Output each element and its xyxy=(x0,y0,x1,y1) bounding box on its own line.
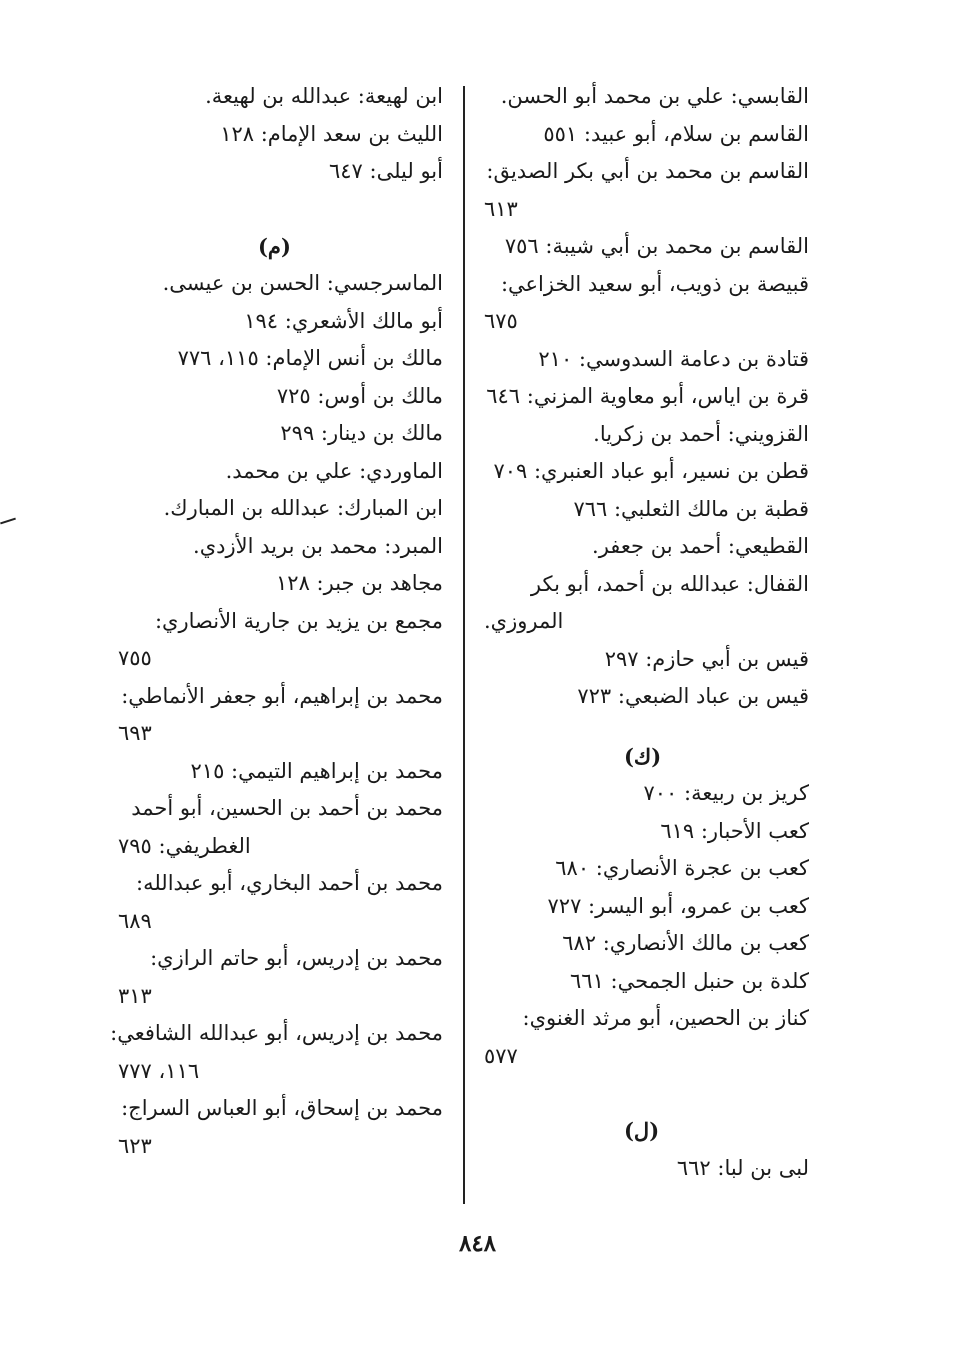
index-entry xyxy=(484,963,809,1001)
entry-text: قطبة بن مالك الثعلبي: ٧٦٦ xyxy=(573,496,809,521)
entry-text: أبو مالك الأشعري: ١٩٤ xyxy=(244,308,443,333)
entry-text: كلدة بن حنبل الجمحي: ٦٦١ xyxy=(570,968,809,993)
entry-text: المبرد: محمد بن بريد الأزدي. xyxy=(193,533,443,558)
entry-text: محمد بن إدريس، أبو عبدالله الشافعي: xyxy=(110,1021,443,1045)
index-entry xyxy=(118,378,443,416)
entry-continuation: ٥٧٧ xyxy=(484,1043,518,1068)
index-entry xyxy=(484,1000,809,1075)
entry-text: مالك بن أنس الإمام: ١١٥، ٧٧٦ xyxy=(177,346,443,370)
index-entry xyxy=(118,1090,443,1165)
index-entry xyxy=(484,153,809,228)
entry-text: القفال: عبدالله بن أحمد، أبو بكر xyxy=(530,571,809,596)
index-entry xyxy=(118,265,443,303)
entry-text: مجمع بن يزيد بن جارية الأنصاري: xyxy=(154,608,443,633)
entry-continuation: ٧٥٥ xyxy=(118,646,152,670)
index-entry xyxy=(118,565,443,603)
entry-text: أبو ليلى: ٦٤٧ xyxy=(329,159,443,183)
index-entry xyxy=(118,753,443,791)
index-entry xyxy=(484,116,809,154)
entry-text: قطن بن نسير، أبو عباد العنبري: ٧٠٩ xyxy=(493,459,809,483)
entry-text: قرة بن اياس، أبو معاوية المزني: ٦٤٦ xyxy=(486,384,809,408)
index-entry xyxy=(484,925,809,963)
index-entry xyxy=(118,116,443,154)
index-entry xyxy=(110,1015,443,1090)
index-entry xyxy=(118,678,443,753)
entry-text: الماوردي: علي بن محمد. xyxy=(225,458,443,483)
entry-continuation: ٦٢٣ xyxy=(118,1133,152,1158)
index-column-right xyxy=(484,78,809,1187)
index-entry xyxy=(118,490,443,528)
section-gap xyxy=(118,191,443,228)
entry-text: قبيصة بن ذويب، أبو سعيد الخزاعي: xyxy=(500,271,809,296)
index-entry xyxy=(484,888,809,926)
entry-text: كناز بن الحصين، أبو مرثد الغنوي: xyxy=(522,1006,809,1030)
entry-text: القاسم بن محمد بن أبي بكر الصديق: xyxy=(486,159,809,183)
index-entry xyxy=(118,153,443,191)
index-entry xyxy=(484,378,809,416)
entry-continuation: ٦٨٩ xyxy=(118,908,152,933)
entry-text: كعب الأحبار: ٦١٩ xyxy=(660,818,809,843)
index-entry xyxy=(484,228,809,266)
entry-text: كريز بن ربيعة: ٧٠٠ xyxy=(643,781,809,805)
entry-text: ابن المبارك: عبدالله بن المبارك. xyxy=(163,496,443,520)
index-entry xyxy=(484,678,809,716)
section-heading-lam: (ل) xyxy=(624,1118,660,1143)
index-entry xyxy=(484,341,809,379)
entry-text: كعب بن عجرة الأنصاري: ٦٨٠ xyxy=(555,856,809,880)
entries-kaf xyxy=(484,775,809,1075)
entry-text: محمد بن إسحاق، أبو العباس السراج: xyxy=(121,1096,443,1120)
index-entry xyxy=(484,416,809,454)
entry-text: محمد بن إبراهيم، أبو جعفر الأنماطي: xyxy=(121,683,443,708)
index-entry xyxy=(484,266,809,341)
index-entry xyxy=(484,453,809,491)
entry-text: محمد بن أحمد البخاري، أبو عبدالله: xyxy=(136,871,443,895)
index-entry xyxy=(484,641,809,679)
index-entry xyxy=(484,813,809,851)
entry-continuation: المروزي. xyxy=(484,609,564,633)
entry-text: الماسرجسي: الحسن بن عيسى. xyxy=(162,271,443,295)
index-entry xyxy=(484,491,809,529)
entry-continuation: الغطريفي: ٧٩٥ xyxy=(118,833,251,858)
index-entry xyxy=(118,340,443,378)
index-column-left xyxy=(110,78,443,1165)
index-entry xyxy=(118,528,443,566)
index-entry xyxy=(118,790,443,865)
index-entry xyxy=(118,865,443,940)
index-entry xyxy=(118,415,443,453)
entry-continuation: ٦١٣ xyxy=(484,196,518,221)
section-gap xyxy=(484,1075,809,1112)
entry-text: قيس بن عباد الضبعي: ٧٢٣ xyxy=(577,684,809,708)
index-entry xyxy=(484,1150,809,1188)
index-entry xyxy=(118,453,443,491)
entry-continuation: ١١٦، ٧٧٧ xyxy=(118,1058,200,1083)
entry-text: الليث بن سعد الإمام: ١٢٨ xyxy=(220,121,443,146)
entry-text: مجاهد بن جبر: ١٢٨ xyxy=(276,571,443,595)
index-entry xyxy=(484,775,809,813)
entry-text: القزويني: أحمد بن زكريا. xyxy=(593,421,809,446)
entry-text: القابسي: علي بن محمد أبو الحسن. xyxy=(500,84,809,108)
entry-continuation: ٦٩٣ xyxy=(118,721,152,745)
index-entry xyxy=(484,850,809,888)
entry-text: كعب بن عمرو، أبو اليسر: ٧٢٧ xyxy=(547,893,809,918)
entry-text: القاسم بن محمد بن أبي شيبة: ٧٥٦ xyxy=(504,234,809,258)
index-entry xyxy=(118,303,443,341)
entry-continuation: ٦٧٥ xyxy=(484,309,518,333)
column-divider xyxy=(463,86,465,1204)
index-entry xyxy=(484,528,809,566)
entry-text: ابن لهيعة: عبدالله بن لهيعة. xyxy=(205,84,443,108)
entries-mim xyxy=(110,265,443,1165)
entry-text: محمد بن إدريس، أبو حاتم الرازي: xyxy=(150,946,443,970)
margin-mark xyxy=(0,518,16,525)
entry-text: قتادة بن دعامة السدوسي: ٢١٠ xyxy=(538,346,809,371)
entries-lam xyxy=(484,1150,809,1188)
entry-text: محمد بن أحمد بن الحسين، أبو أحمد xyxy=(131,796,443,820)
entry-text: مالك بن أوس: ٧٢٥ xyxy=(276,383,443,408)
entry-text: القاسم بن سلام، أبو عبيد: ٥٥١ xyxy=(543,121,809,146)
index-entry xyxy=(484,566,809,641)
entry-text: مالك بن دينار: ٢٩٩ xyxy=(280,421,443,445)
entry-text: كعب بن مالك الأنصاري: ٦٨٢ xyxy=(562,931,809,955)
entry-text: قيس بن أبي حازم: ٢٩٧ xyxy=(604,646,809,671)
entries-lam-continued xyxy=(118,78,443,191)
index-entry xyxy=(118,603,443,678)
section-heading-mim: (م) xyxy=(258,233,291,259)
entry-text: القطيعي: أحمد بن جعفر. xyxy=(592,534,809,558)
entry-text: محمد بن إبراهيم التيمي: ٢١٥ xyxy=(190,758,443,783)
index-entry xyxy=(118,940,443,1015)
entry-text: لبى بن لبا: ٦٦٢ xyxy=(676,1155,809,1180)
index-entry xyxy=(118,78,443,116)
entries-qaf xyxy=(484,78,809,716)
index-entry xyxy=(484,78,809,116)
page-number: ٨٤٨ xyxy=(458,1230,497,1257)
section-heading-kaf: (ك) xyxy=(624,743,662,769)
entry-continuation: ٣١٣ xyxy=(118,983,152,1008)
